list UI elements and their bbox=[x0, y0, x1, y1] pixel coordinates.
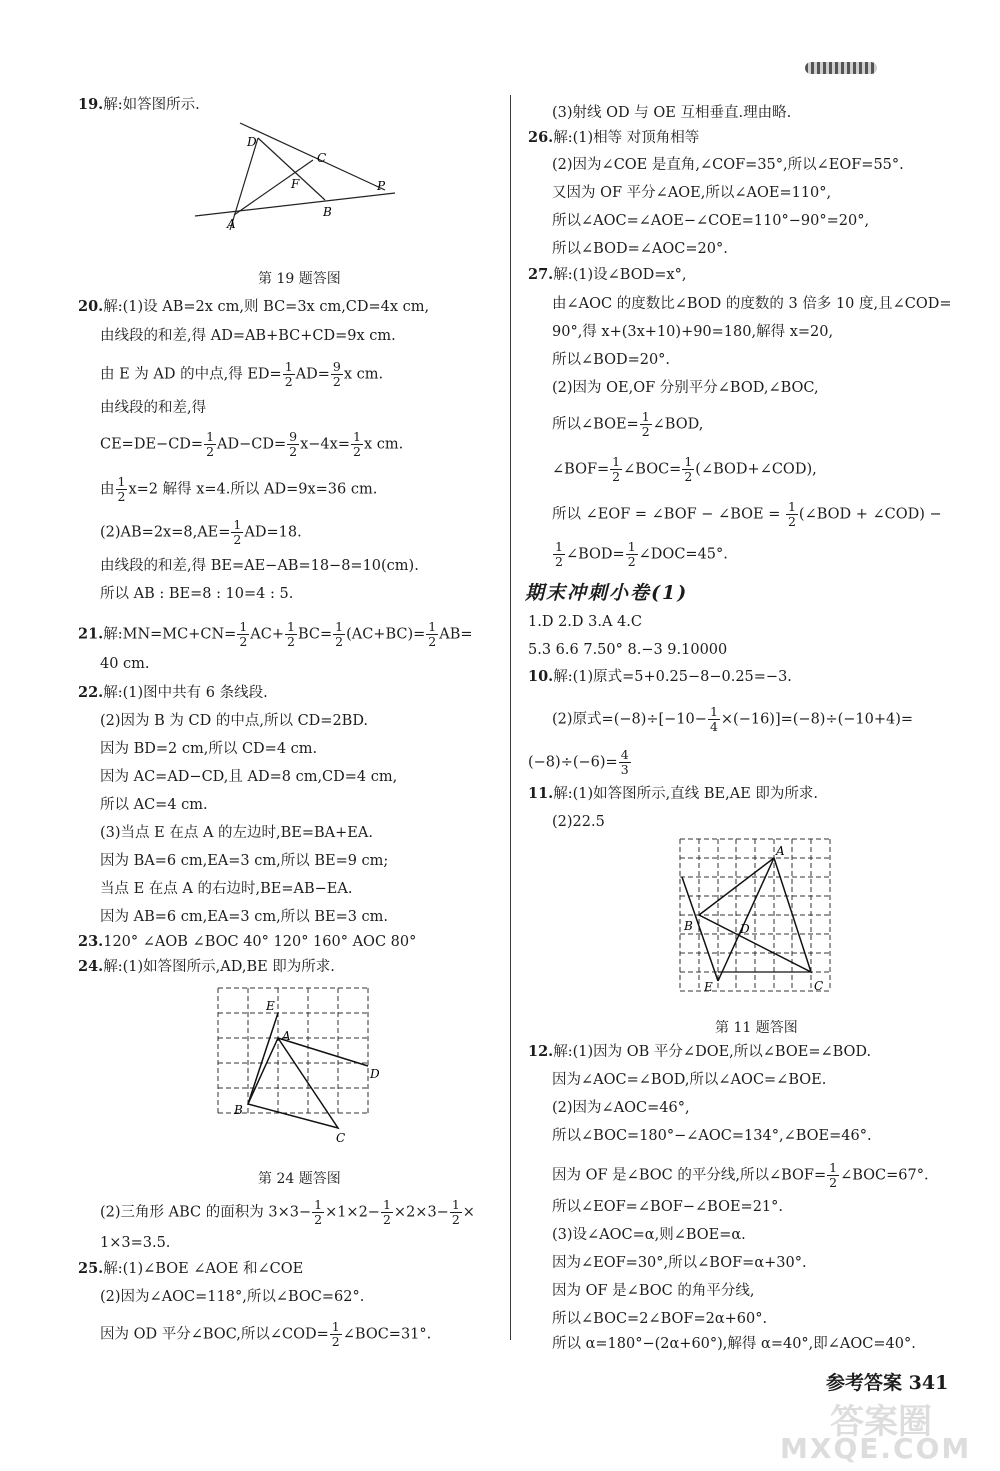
q22-line-5: 所以 AC=4 cm. bbox=[100, 797, 208, 813]
frac-num: 9 bbox=[332, 359, 341, 374]
frac-num: 1 bbox=[331, 1319, 340, 1334]
q10-number: 10. bbox=[528, 668, 554, 685]
q20-line-3 bbox=[100, 360, 383, 389]
q12-line-7: (3)设∠AOC=α,则∠BOE=α. bbox=[552, 1227, 746, 1243]
q22-line-8: 当点 E 在点 A 的右边时,BE=AB−EA. bbox=[100, 881, 353, 897]
frac-num: 9 bbox=[289, 429, 298, 444]
q20-text-3c: x cm. bbox=[343, 366, 384, 383]
q27-text-8a: 所以 ∠EOF = ∠BOF − ∠BOE = bbox=[552, 506, 785, 523]
q23-line bbox=[78, 932, 416, 952]
frac-num: 4 bbox=[620, 747, 629, 762]
q21-text-e: AB= bbox=[439, 626, 473, 643]
q27-line-6 bbox=[552, 410, 703, 439]
q21-text-c: BC= bbox=[297, 626, 333, 643]
q23-number: 23. bbox=[78, 933, 104, 950]
q27-text-9a: ∠BOD= bbox=[565, 546, 625, 563]
frac-den: 2 bbox=[289, 444, 298, 459]
frac-den: 2 bbox=[206, 444, 215, 459]
q24-text-2c: ×2×3− bbox=[393, 1204, 449, 1221]
frac-den: 2 bbox=[428, 634, 437, 649]
frac-num: 1 bbox=[284, 359, 293, 374]
footer-label: 参考答案 bbox=[826, 1372, 903, 1394]
frac-num: 1 bbox=[709, 704, 718, 719]
q21-line-1 bbox=[78, 620, 473, 649]
q24-line-2 bbox=[100, 1198, 475, 1227]
q12-line-4: 所以∠BOC=180°−∠AOC=134°,∠BOE=46°. bbox=[552, 1128, 872, 1144]
q22-number: 22. bbox=[78, 684, 104, 701]
q12-line-6: 所以∠EOF=∠BOF−∠BOE=21°. bbox=[552, 1199, 784, 1215]
q19-number: 19. bbox=[78, 96, 104, 113]
q20-text-6a: 由 bbox=[100, 481, 115, 498]
q27-text-6a: 所以∠BOE= bbox=[552, 416, 639, 433]
q20-text-6b: x=2 解得 x=4.所以 AD=9x=36 cm. bbox=[128, 481, 378, 498]
frac-den: 2 bbox=[627, 554, 636, 569]
q12-line-9: 因为 OF 是∠BOC 的角平分线, bbox=[552, 1283, 755, 1299]
q24-text-2b: ×1×2− bbox=[325, 1204, 380, 1221]
q23-text: 120° ∠AOB ∠BOC 40° 120° 160° AOC 80° bbox=[103, 934, 417, 950]
q19-text: 解:如答图所示. bbox=[103, 97, 200, 113]
q27-text-6b: ∠BOD, bbox=[652, 416, 704, 433]
fraction-half bbox=[450, 1198, 462, 1227]
q27-text-7b: ∠BOC= bbox=[623, 461, 682, 478]
q25-line-3 bbox=[100, 1320, 431, 1349]
q10-line-1 bbox=[528, 667, 792, 687]
q26-line-3: 又因为 OF 平分∠AOE,所以∠AOE=110°, bbox=[552, 185, 832, 201]
q27-line-7 bbox=[552, 455, 817, 484]
mc-answers-1: 1.D 2.D 3.A 4.C bbox=[528, 614, 642, 630]
q24-segment-be bbox=[248, 1013, 278, 1104]
header-ornament bbox=[805, 62, 877, 74]
q10-text-2b: ×(−16)]=(−8)÷(−10+4)= bbox=[720, 711, 914, 728]
q27-line-8 bbox=[552, 500, 942, 529]
page-number: 341 bbox=[908, 1372, 949, 1394]
q27-text-7c: (∠BOD+∠COD), bbox=[695, 461, 817, 478]
q12-line-5 bbox=[552, 1161, 929, 1190]
q19-label-p: P bbox=[377, 179, 386, 193]
q19-caption: 第 19 题答图 bbox=[258, 271, 341, 287]
q11-caption: 第 11 题答图 bbox=[715, 1020, 798, 1036]
frac-num: 1 bbox=[233, 517, 242, 532]
q12-text-5b: ∠BOC=67°. bbox=[840, 1167, 929, 1184]
fraction-half bbox=[381, 1198, 393, 1227]
q21-line-2: 40 cm. bbox=[100, 656, 150, 672]
frac-den: 2 bbox=[641, 424, 650, 439]
q27-line-9 bbox=[552, 540, 728, 569]
q25-text-3a: 因为 OD 平分∠BOC,所以∠COD= bbox=[100, 1326, 329, 1343]
q12-line-10: 所以∠BOC=2∠BOF=2α+60°. bbox=[552, 1311, 768, 1327]
frac-num: 1 bbox=[641, 409, 650, 424]
q12-line-2: 因为∠AOC=∠BOD,所以∠AOC=∠BOE. bbox=[552, 1072, 827, 1088]
q10-text-3a: (−8)÷(−6)= bbox=[528, 754, 618, 771]
q20-text-3a: 由 E 为 AD 的中点,得 ED= bbox=[100, 366, 282, 383]
q24-caption: 第 24 题答图 bbox=[258, 1171, 341, 1187]
q24-line-3: 1×3=3.5. bbox=[100, 1235, 171, 1251]
q12-line-3: (2)因为∠AOC=46°, bbox=[552, 1100, 690, 1116]
q25-text-3b: ∠BOC=31°. bbox=[342, 1326, 432, 1343]
q24-number: 24. bbox=[78, 958, 104, 975]
q20-line-7 bbox=[100, 518, 302, 547]
fraction-nine-half bbox=[331, 360, 343, 389]
q22-line-6: (3)当点 E 在点 A 的左边时,BE=BA+EA. bbox=[100, 825, 373, 841]
q19-label-f: F bbox=[291, 177, 300, 191]
watermark-site: MXQE.COM bbox=[780, 1432, 972, 1465]
frac-den: 2 bbox=[684, 469, 693, 484]
frac-den: 2 bbox=[284, 374, 293, 389]
fraction-half bbox=[231, 518, 243, 547]
q12-text-5a: 因为 OF 是∠BOC 的平分线,所以∠BOF= bbox=[552, 1167, 827, 1184]
q12-line-11: 所以 α=180°−(2α+60°),解得 α=40°,即∠AOC=40°. bbox=[552, 1336, 916, 1352]
q24-text-2a: (2)三角形 ABC 的面积为 3×3− bbox=[100, 1204, 312, 1221]
frac-den: 2 bbox=[787, 514, 796, 529]
q22-line-3: 因为 BD=2 cm,所以 CD=4 cm. bbox=[100, 741, 318, 757]
fraction-half bbox=[312, 1198, 324, 1227]
q27-text-9b: ∠DOC=45°. bbox=[638, 546, 728, 563]
fraction-half bbox=[237, 620, 249, 649]
q20-line-1 bbox=[78, 297, 429, 317]
q27-line-4: 所以∠BOD=20°. bbox=[552, 352, 671, 368]
frac-num: 1 bbox=[627, 539, 636, 554]
fraction-half bbox=[333, 620, 345, 649]
q25-line-2: (2)因为∠AOC=118°,所以∠BOC=62°. bbox=[100, 1289, 365, 1305]
q20-text-7b: AD=18. bbox=[244, 524, 302, 541]
q24-label-b: B bbox=[234, 1103, 243, 1117]
frac-den: 2 bbox=[612, 469, 621, 484]
frac-den: 2 bbox=[239, 634, 248, 649]
q11-line-ae bbox=[718, 858, 774, 981]
q12-text-1: 解:(1)因为 OB 平分∠DOE,所以∠BOE=∠BOD. bbox=[553, 1044, 872, 1060]
frac-den: 2 bbox=[331, 1334, 340, 1349]
frac-den: 2 bbox=[314, 1212, 323, 1227]
q22-line-4: 因为 AC=AD−CD,且 AD=8 cm,CD=4 cm, bbox=[100, 769, 398, 785]
fraction-half bbox=[626, 540, 638, 569]
frac-num: 1 bbox=[239, 619, 248, 634]
q27-line-3: 90°,得 x+(3x+10)+90=180,解得 x=20, bbox=[552, 324, 834, 340]
q27-line-5: (2)因为 OE,OF 分别平分∠BOD,∠BOC, bbox=[552, 380, 819, 396]
q26-line-4: 所以∠AOC=∠AOE−∠COE=110°−90°=20°, bbox=[552, 213, 870, 229]
fraction-half bbox=[610, 455, 622, 484]
q20-text-5c: x−4x= bbox=[300, 436, 350, 453]
q11-label-a: A bbox=[776, 844, 785, 858]
fraction-half bbox=[786, 500, 798, 529]
frac-num: 1 bbox=[335, 619, 344, 634]
q24-label-a: A bbox=[282, 1029, 291, 1043]
q11-grid bbox=[680, 839, 830, 991]
q19-figure bbox=[185, 118, 405, 238]
q20-text-3b: AD= bbox=[295, 366, 330, 383]
fraction-half bbox=[283, 360, 295, 389]
q21-text-b: AC+ bbox=[250, 626, 284, 643]
q20-line-8: 由线段的和差,得 BE=AE−AB=18−8=10(cm). bbox=[100, 558, 419, 574]
q19-label-b: B bbox=[323, 205, 332, 219]
q20-text-5b: AD−CD= bbox=[217, 436, 287, 453]
q20-line-9: 所以 AB : BE=8 : 10=4 : 5. bbox=[100, 586, 294, 602]
frac-den: 4 bbox=[709, 719, 718, 734]
watermark-brand: 答案圈 bbox=[830, 1402, 932, 1442]
q24-grid bbox=[218, 988, 368, 1113]
q10-line-3 bbox=[528, 748, 632, 777]
q20-line-4: 由线段的和差,得 bbox=[100, 400, 207, 416]
q20-text-1: 解:(1)设 AB=2x cm,则 BC=3x cm,CD=4x cm, bbox=[103, 299, 430, 315]
q12-number: 12. bbox=[528, 1043, 554, 1060]
q24-figure bbox=[210, 982, 390, 1142]
frac-den: 3 bbox=[620, 762, 629, 777]
q10-line-2 bbox=[552, 705, 913, 734]
frac-den: 2 bbox=[117, 489, 126, 504]
frac-num: 1 bbox=[612, 454, 621, 469]
q11-line-1 bbox=[528, 784, 818, 804]
q21-text-a: 解:MN=MC+CN= bbox=[103, 626, 237, 643]
q19-label-d: D bbox=[247, 135, 257, 149]
fraction-half bbox=[116, 475, 128, 504]
q19-line bbox=[78, 95, 200, 115]
q25-number: 25. bbox=[78, 1260, 104, 1277]
q22-line-7: 因为 BA=6 cm,EA=3 cm,所以 BE=9 cm; bbox=[100, 853, 389, 869]
frac-den: 2 bbox=[332, 374, 341, 389]
q20-text-7a: (2)AB=2x=8,AE= bbox=[100, 524, 231, 541]
fraction-half bbox=[351, 430, 363, 459]
frac-num: 1 bbox=[382, 1197, 391, 1212]
fraction-half bbox=[285, 620, 297, 649]
fraction-half bbox=[553, 540, 565, 569]
q27-text-8b: (∠BOD + ∠COD) − bbox=[798, 506, 942, 523]
q24-line-1 bbox=[78, 957, 335, 977]
q11-line-2: (2)22.5 bbox=[552, 814, 605, 830]
fraction-half bbox=[682, 455, 694, 484]
frac-num: 1 bbox=[117, 474, 126, 489]
mc-answers-2: 5.3 6.6 7.50° 8.−3 9.10000 bbox=[528, 642, 728, 658]
frac-num: 1 bbox=[428, 619, 437, 634]
frac-num: 1 bbox=[684, 454, 693, 469]
q11-label-c: C bbox=[814, 979, 824, 993]
q22-line-2: (2)因为 B 为 CD 的中点,所以 CD=2BD. bbox=[100, 713, 369, 729]
q24-text-2d: × bbox=[462, 1204, 475, 1221]
q24-label-e: E bbox=[266, 999, 275, 1013]
frac-den: 2 bbox=[233, 532, 242, 547]
q11-text-1: 解:(1)如答图所示,直线 BE,AE 即为所求. bbox=[553, 786, 818, 802]
q20-text-5d: x cm. bbox=[363, 436, 404, 453]
fraction-half bbox=[640, 410, 652, 439]
frac-den: 2 bbox=[555, 554, 563, 569]
q11-figure bbox=[672, 835, 842, 1000]
frac-den: 2 bbox=[382, 1212, 391, 1227]
q12-line-8: 因为∠EOF=30°,所以∠BOF=α+30°. bbox=[552, 1255, 807, 1271]
q27-line-2: 由∠AOC 的度数比∠BOD 的度数的 3 倍多 10 度,且∠COD= bbox=[552, 296, 952, 312]
q24-text-1: 解:(1)如答图所示,AD,BE 即为所求. bbox=[103, 959, 335, 975]
frac-den: 2 bbox=[335, 634, 344, 649]
q25-line-1 bbox=[78, 1259, 303, 1279]
fraction-half bbox=[204, 430, 216, 459]
frac-den: 2 bbox=[287, 634, 295, 649]
q11-label-d: D bbox=[740, 922, 750, 936]
q19-label-a: A bbox=[227, 217, 236, 231]
q26-text-1: 解:(1)相等 对顶角相等 bbox=[553, 130, 700, 146]
q22-line-1 bbox=[78, 683, 268, 703]
q12-line-1 bbox=[528, 1042, 871, 1062]
frac-num: 1 bbox=[555, 539, 563, 554]
frac-num: 1 bbox=[206, 429, 215, 444]
q27-line-1 bbox=[528, 265, 686, 285]
q27-text-1: 解:(1)设∠BOD=x°, bbox=[553, 267, 687, 283]
q24-segment-ad bbox=[278, 1038, 368, 1066]
q22-line-9: 因为 AB=6 cm,EA=3 cm,所以 BE=3 cm. bbox=[100, 909, 389, 925]
q20-line-5 bbox=[100, 430, 403, 459]
frac-den: 2 bbox=[829, 1175, 838, 1190]
fraction-nine-half bbox=[287, 430, 299, 459]
fraction-half bbox=[426, 620, 438, 649]
q20-line-6 bbox=[100, 475, 377, 504]
q26-line-5: 所以∠BOD=∠AOC=20°. bbox=[552, 241, 728, 257]
q19-line-ap bbox=[195, 193, 395, 216]
q20-line-2: 由线段的和差,得 AD=AB+BC+CD=9x cm. bbox=[100, 328, 396, 344]
q19-label-c: C bbox=[317, 151, 327, 165]
q24-label-c: C bbox=[336, 1131, 346, 1142]
frac-den: 2 bbox=[352, 444, 361, 459]
frac-num: 1 bbox=[451, 1197, 460, 1212]
frac-num: 1 bbox=[829, 1160, 838, 1175]
q26-line-1 bbox=[528, 128, 699, 148]
q20-text-5a: CE=DE−CD= bbox=[100, 436, 204, 453]
fraction-half bbox=[330, 1320, 342, 1349]
frac-num: 1 bbox=[787, 499, 796, 514]
q24-triangle-abc bbox=[248, 1038, 338, 1128]
q25-part3-line: (3)射线 OD 与 OE 互相垂直.理由略. bbox=[552, 105, 792, 121]
q26-number: 26. bbox=[528, 129, 554, 146]
q21-number: 21. bbox=[78, 625, 104, 643]
q11-number: 11. bbox=[528, 785, 554, 802]
q20-number: 20. bbox=[78, 298, 104, 315]
q24-label-d: D bbox=[370, 1067, 380, 1081]
q22-text-1: 解:(1)图中共有 6 条线段. bbox=[103, 685, 268, 701]
fraction-four-third bbox=[619, 748, 631, 777]
footer bbox=[826, 1368, 948, 1395]
section-title: 期末冲刺小卷(1) bbox=[525, 582, 689, 604]
q19-line-dp bbox=[240, 123, 385, 190]
frac-num: 1 bbox=[314, 1197, 323, 1212]
q27-number: 27. bbox=[528, 266, 554, 283]
fraction-quarter bbox=[708, 705, 720, 734]
q11-label-e: E bbox=[704, 980, 713, 994]
frac-den: 2 bbox=[451, 1212, 460, 1227]
q10-text-2a: (2)原式=(−8)÷[−10− bbox=[552, 711, 707, 728]
q10-text-1: 解:(1)原式=5+0.25−8−0.25=−3. bbox=[553, 669, 792, 685]
q27-text-7a: ∠BOF= bbox=[552, 461, 610, 478]
frac-num: 1 bbox=[287, 619, 295, 634]
q26-line-2: (2)因为∠COE 是直角,∠COF=35°,所以∠EOF=55°. bbox=[552, 157, 904, 173]
column-divider bbox=[510, 95, 511, 1340]
q21-text-d: (AC+BC)= bbox=[346, 626, 426, 643]
frac-num: 1 bbox=[352, 429, 361, 444]
fraction-half bbox=[827, 1161, 839, 1190]
q25-text-1: 解:(1)∠BOE ∠AOE 和∠COE bbox=[103, 1261, 304, 1277]
q11-label-b: B bbox=[684, 919, 693, 933]
